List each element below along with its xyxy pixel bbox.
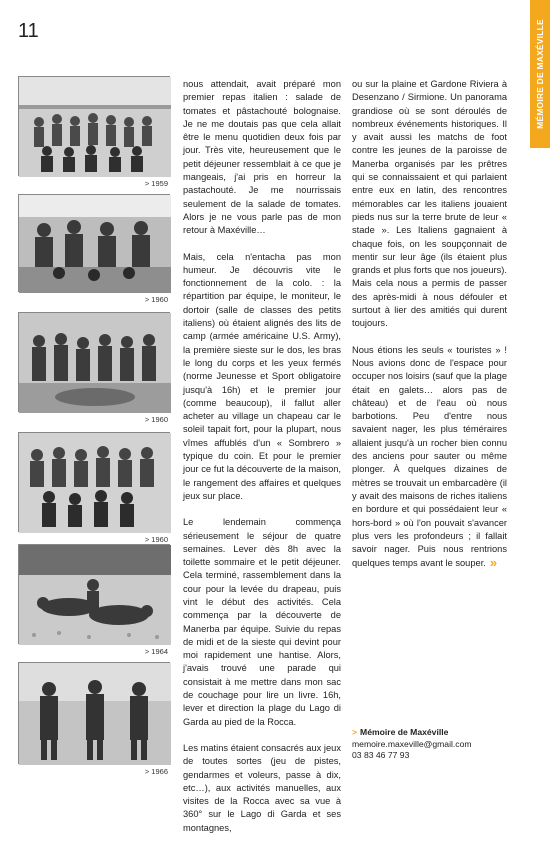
photo-block xyxy=(18,312,170,424)
group-photo-1960-c xyxy=(18,432,170,532)
article-column-3 xyxy=(352,78,507,584)
contact-title xyxy=(352,727,522,739)
group-photo-1960-b xyxy=(18,312,170,412)
photo-year: > 1966 xyxy=(144,767,168,776)
photo-year: > 1964 xyxy=(144,647,168,656)
contact-email[interactable]: memoire.maxeville@gmail.com xyxy=(352,738,472,749)
contact-block xyxy=(352,727,522,762)
photo-year: > 1960 xyxy=(144,535,168,544)
photo-block xyxy=(18,544,170,656)
photo-year: > 1960 xyxy=(144,295,168,304)
paragraph-text: Nous étions les seuls « touristes » ! Nous avions donc de l'espace pour occuper nos loisirs (sauf que la plage était en galets… alors pas de château) et de l'eau où nous barbotions. Peu d'entre nous savaient nager, les plus téméraires allaient jusqu'à un rocher bien connu des anciens pour sauter ou même plonger. À quelques dizaines de mètres se trouvait un embarcadère (il y avait des maisons de riches italiens en bordure et qui possédaient leur « hors-bord » où l'on pouvait s'avancer plus vers les profondeurs ; il fallait savoir nager. Puis nous rentrions quelques temps avant le souper. xyxy=(352,344,507,569)
paragraph: nous attendait, avait préparé mon premier repas italien : salade de tomates et pâstachouté bolognaise. Je ne me doutais pas que cela allait être le menu quotidien deux fois par jour. Très vite, heureusement que le petit déjeuner ressemblait à ce que je mangeais, j'ai pris en horreur la pastachouté. Je me nourrissais seulement de la salade de tomates. Alors je ne vous parle pas de mon retour à Maxéville… xyxy=(183,79,341,236)
page-number: 11 xyxy=(18,20,39,42)
paragraph: Le lendemain commença sérieusement le séjour de quatre semaines. Lever dès 8h avec la toilette sommaire et le petit déjeuner. Cela terminé, rassemblement dans la cour pour la levée du drapeau, puis vint le début des activités. Cela commença par la découverte de Manerba par équipe. Suivie du repas de midi et de la sieste qui devint pour moi rapidement une hantise. Alors, j'avais trouvé une parade qui consistait à me mettre dans mon sac de couchage pour lire un livre. 16h, lever et direction la plage du Lago di Garda au pied de la Rocca. xyxy=(183,517,341,727)
article-column-2 xyxy=(183,78,341,848)
arrow-icon: > xyxy=(352,727,358,737)
photo-year: > 1959 xyxy=(144,179,168,188)
paragraph-last xyxy=(352,344,507,571)
paragraph: Les matins étaient consacrés aux jeux de toutes sortes (jeu de pistes, gendarmes et voleurs, passe à dix, etc…), aux activités manuelles, aux visites de la Rocca avec sa vue à 360° sur le Lago di Garda et ses montagnes, xyxy=(183,742,341,833)
contact-title-text: Mémoire de Maxéville xyxy=(360,727,449,737)
photo-block xyxy=(18,432,170,544)
photo-block xyxy=(18,194,170,304)
photo-block xyxy=(18,76,170,188)
end-mark-icon: » xyxy=(489,555,495,571)
photo-block xyxy=(18,662,170,776)
group-photo-1966 xyxy=(18,662,170,764)
paragraph: ou sur la plaine et Gardone Riviera à Desenzano / Sirmione. Un panorama grandiose où se sont déroulés de nombreux événements historiques. Il y avait aussi les matchs de foot contre les jeunes de la paroisse de Manerba organisés par les prêtres qui se connaissaient et qui parlaient entre eux en latin, des rencontres mémorables car les italiens jouaient pieds nus sur la terre brute de leur « stade ». Les Italiens gagnaient à chaque fois, on les soupçonnait de mentir sur leur âge (ils étaient plus grands et plus forts que nos joueurs). Mais cela nous a permis de passer des après-midi à nous défouler et surtout à lier des amitiés qui durent toujours. xyxy=(352,79,507,329)
photo-year: > 1960 xyxy=(144,415,168,424)
beach-photo-1964 xyxy=(18,544,170,644)
group-photo-1960-a xyxy=(18,194,170,292)
group-photo-1959 xyxy=(18,76,170,176)
contact-phone: 03 83 46 77 93 xyxy=(352,750,410,760)
paragraph: Mais, cela n'entacha pas mon humeur. Je découvris vite le fonctionnement de la colo. : la répartition par équipe, le moniteur, le dortoir (salle de classes des petits italiens) où étaient alignés des lits de camp (armée américaine U.S. Army), la première sieste sur le dos, les bras le long du corps et les yeux fermés (norme Jeunesse et Sport obligatoire jusqu'à 16h) et le premier jour (comme beaucoup), il fallut aller acheter au village un chapeau car le soleil tapait fort, pour la plupart, nous vîmes affublés d'un « Sombrero » typique du coin. Et pour le premier jour ce fut la découverte de la maison, le rangement des affaires et quelques jeux sur place. xyxy=(183,251,341,501)
section-tab-label: MÉMOIRE DE MAXÉVILLE xyxy=(535,19,545,129)
section-tab xyxy=(530,0,550,148)
